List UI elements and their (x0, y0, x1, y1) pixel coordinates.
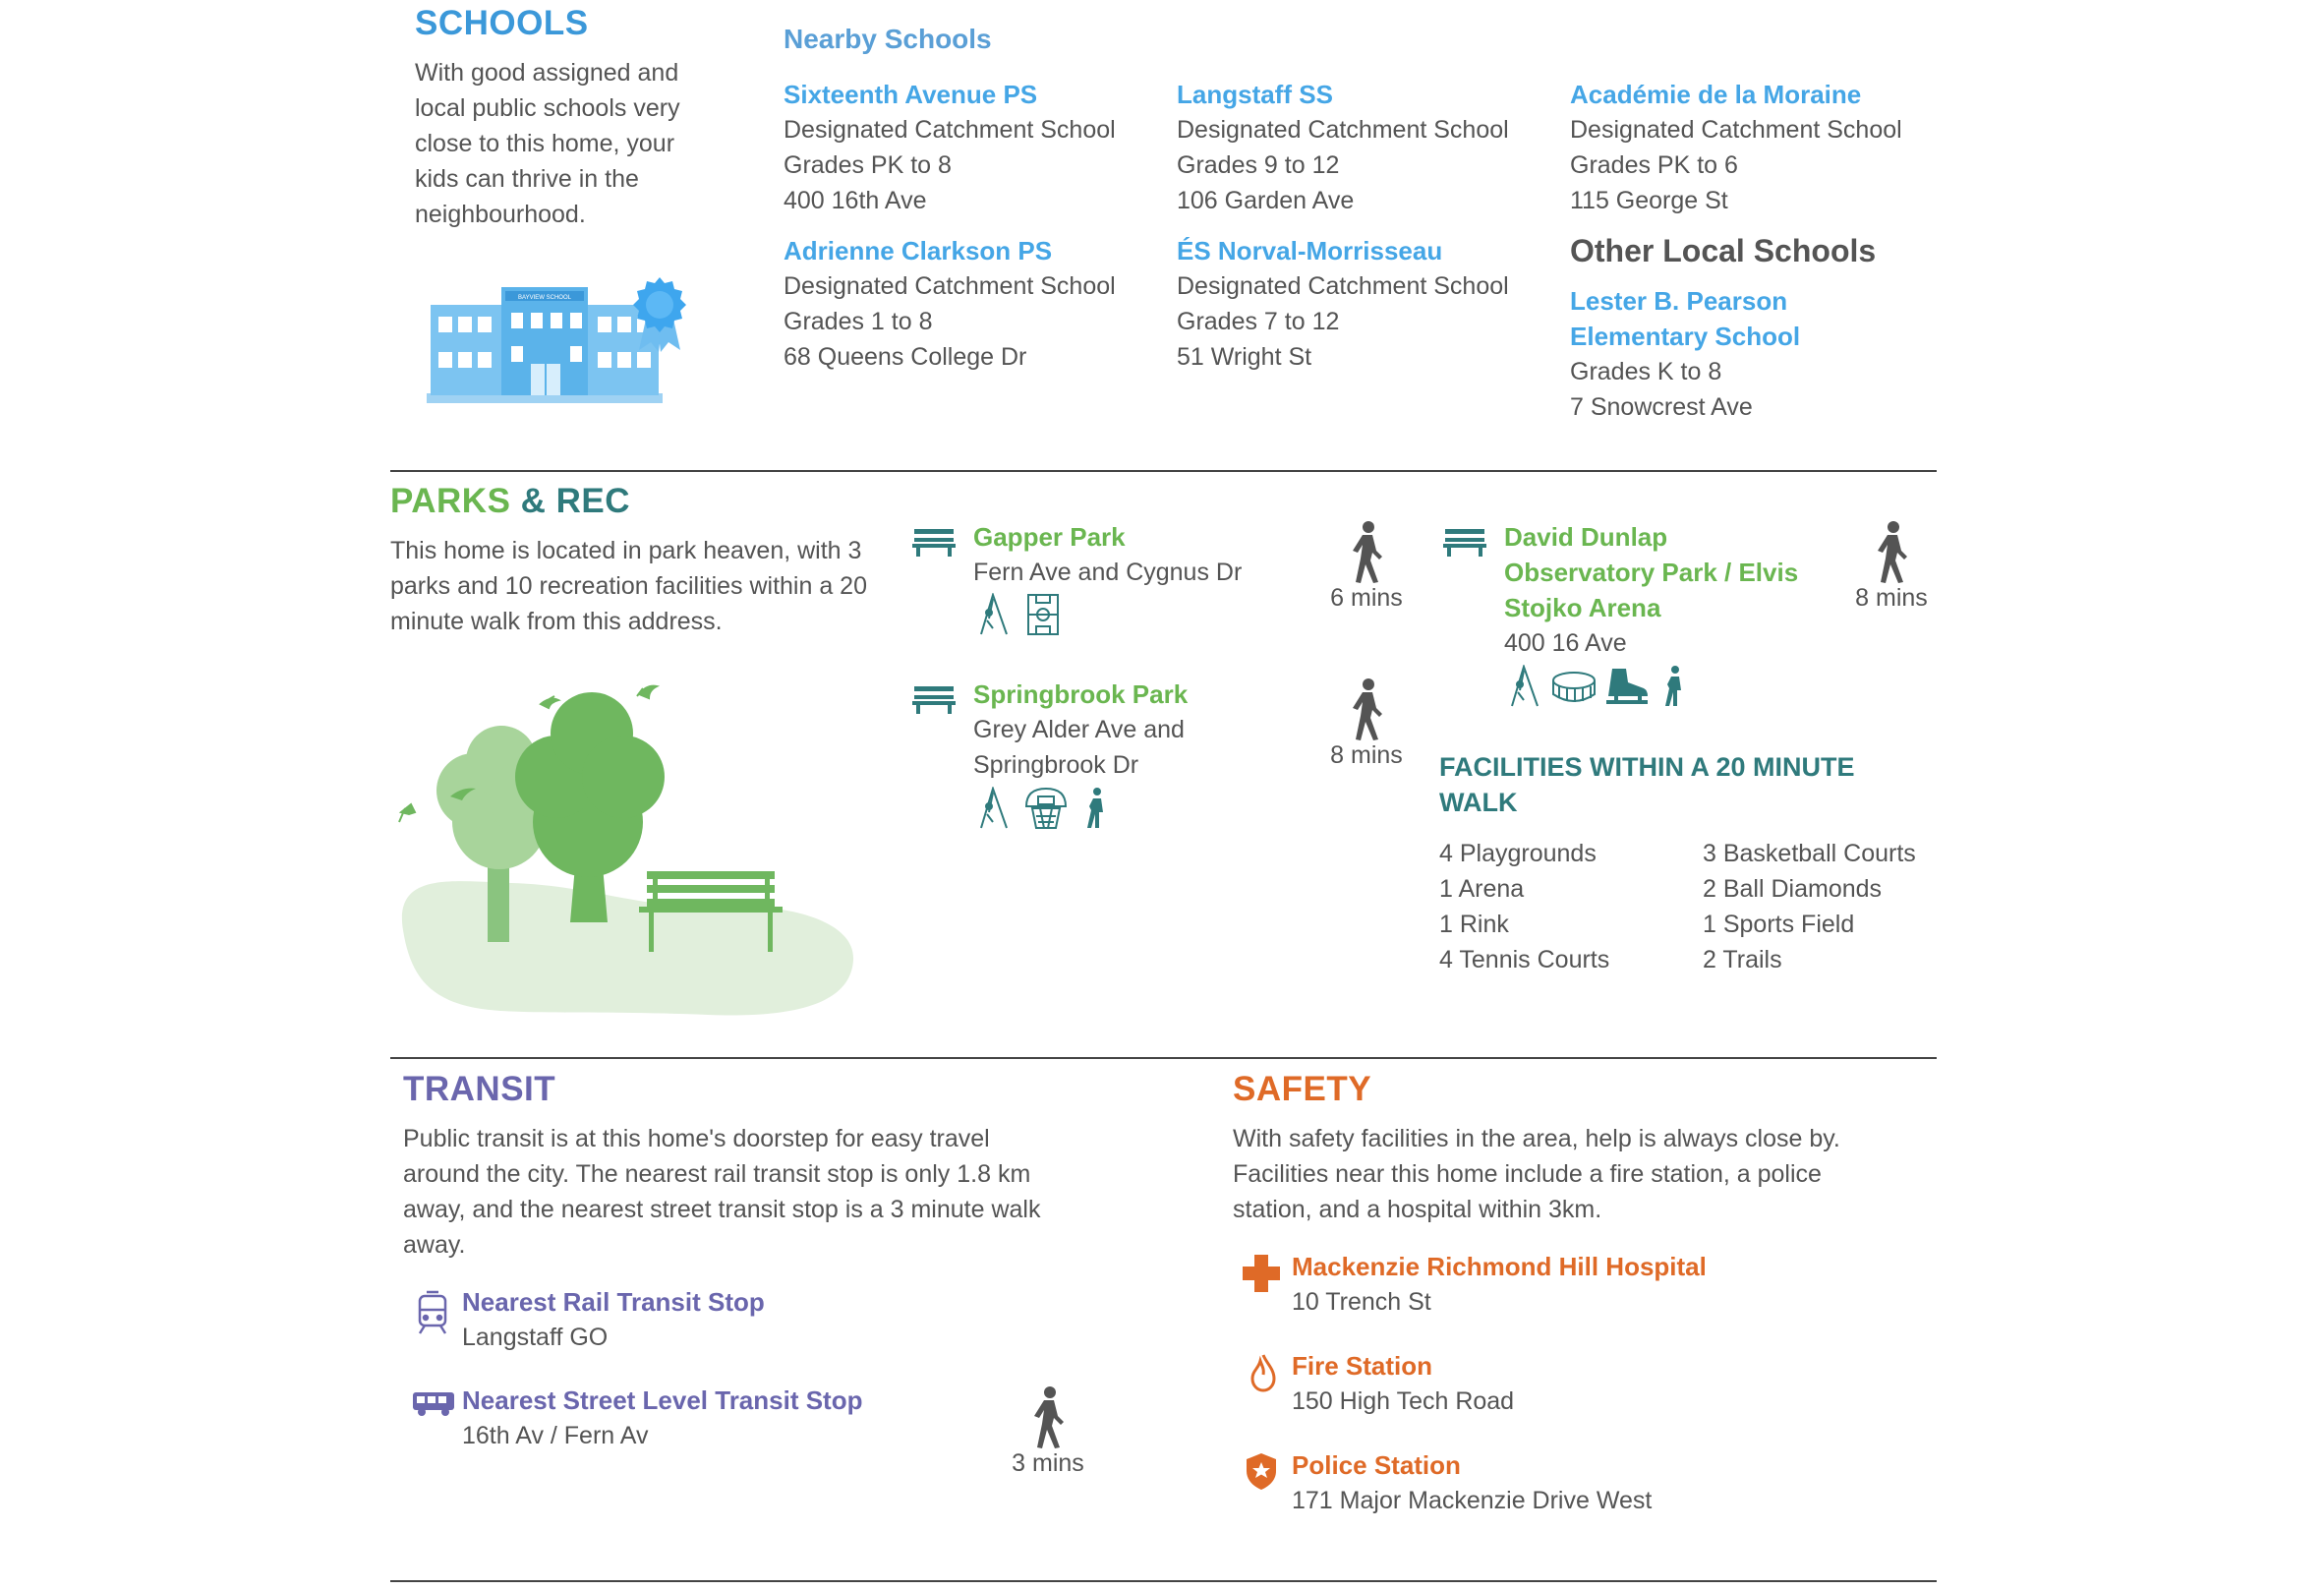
police-badge-icon (1245, 1451, 1278, 1491)
facility-item: 1 Rink (1439, 911, 1509, 938)
skate-icon (1604, 667, 1650, 708)
safety-item (1292, 1348, 1514, 1419)
facilities-list-right (1703, 836, 1916, 977)
sports-field-icon (1026, 593, 1060, 636)
school-name[interactable]: Langstaff SS (1177, 80, 1333, 109)
school-name[interactable]: ÉS Norval-Morrisseau (1177, 236, 1443, 265)
safety-item-address: 171 Major Mackenzie Drive West (1292, 1487, 1653, 1514)
safety-item-name[interactable]: Police Station (1292, 1450, 1461, 1480)
school-name[interactable]: Académie de la Moraine (1570, 80, 1862, 109)
rail-transit-stop (462, 1284, 765, 1355)
school-grades: Grades PK to 6 (1570, 151, 1738, 179)
school-card (784, 77, 1116, 218)
park-illustration (393, 675, 865, 1019)
school-address: 400 16th Ave (784, 187, 927, 214)
park-address: Grey Alder Ave and Springbrook Dr (973, 716, 1185, 779)
walking-person-icon (1349, 678, 1416, 741)
school-grades: Grades 1 to 8 (784, 308, 933, 335)
park-item (973, 519, 1242, 590)
facilities-heading: FACILITIES WITHIN A 20 MINUTE WALK (1439, 752, 1855, 817)
walk-time: 8 mins (1842, 521, 1941, 613)
school-card (784, 233, 1116, 375)
school-type: Designated Catchment School (784, 116, 1116, 144)
section-divider (390, 470, 1937, 472)
schools-title: SCHOOLS (415, 4, 589, 42)
walking-person-icon (1874, 521, 1941, 584)
walking-person-icon (1030, 1386, 1097, 1449)
school-grades: Grades K to 8 (1570, 358, 1722, 385)
basketball-icon (1024, 787, 1068, 830)
rail-transit-label: Nearest Rail Transit Stop (462, 1287, 765, 1317)
park-item (1504, 519, 1798, 661)
bench-icon (1443, 527, 1486, 557)
school-grades: Grades 9 to 12 (1177, 151, 1340, 179)
facility-item: 3 Basketball Courts (1703, 840, 1916, 867)
schools-description: With good assigned and local public schools very close to this home, your kids can thrive in the neighbourhood. (415, 59, 680, 228)
walk-time: 3 mins (999, 1386, 1097, 1478)
school-name[interactable]: Lester B. Pearson Elementary School (1570, 286, 1801, 351)
nearby-schools-heading: Nearby Schools (784, 24, 992, 54)
safety-description: With safety facilities in the area, help is always close by. Facilities near this home include a fire station, a police station, and a hospital within 3km. (1233, 1125, 1840, 1223)
rail-transit-value[interactable]: Langstaff GO (462, 1324, 609, 1351)
school-card (1177, 233, 1509, 375)
facility-item: 1 Arena (1439, 875, 1525, 903)
school-type: Designated Catchment School (784, 272, 1116, 300)
park-address: Fern Ave and Cygnus Dr (973, 559, 1243, 586)
safety-item-address: 150 High Tech Road (1292, 1387, 1515, 1415)
svg-text:BAYVIEW SCHOOL: BAYVIEW SCHOOL (518, 295, 571, 301)
park-item (973, 677, 1188, 783)
train-icon (417, 1290, 448, 1335)
flame-icon (1250, 1353, 1276, 1392)
arena-icon (1551, 671, 1597, 704)
section-divider (390, 1057, 1937, 1059)
walking-person-icon (1349, 521, 1416, 584)
safety-title: SAFETY (1233, 1070, 1372, 1108)
safety-item-name[interactable]: Mackenzie Richmond Hill Hospital (1292, 1252, 1707, 1281)
school-address: 106 Garden Ave (1177, 187, 1355, 214)
street-transit-value[interactable]: 16th Av / Fern Av (462, 1422, 649, 1449)
park-address: 400 16 Ave (1504, 629, 1627, 657)
walk-time: 6 mins (1317, 521, 1416, 613)
bus-icon (411, 1390, 456, 1418)
street-transit-label: Nearest Street Level Transit Stop (462, 1385, 863, 1415)
safety-item-address: 10 Trench St (1292, 1288, 1431, 1316)
playground-icon (977, 593, 1013, 636)
school-address: 115 George St (1570, 187, 1728, 214)
award-ribbon-icon (629, 275, 690, 354)
bench-icon (912, 527, 956, 557)
facility-item: 2 Trails (1703, 946, 1782, 973)
facility-item: 4 Playgrounds (1439, 840, 1597, 867)
other-schools-heading: Other Local Schools (1570, 233, 1877, 268)
safety-item (1292, 1249, 1707, 1320)
facilities-list-left (1439, 836, 1609, 977)
section-divider (390, 1580, 1937, 1582)
playground-icon (977, 787, 1013, 830)
park-name[interactable]: Gapper Park (973, 522, 1126, 552)
school-card (1570, 77, 1902, 218)
walk-time: 8 mins (1317, 678, 1416, 770)
parks-description: This home is located in park heaven, with 3 parks and 10 recreation facilities within a 20 minute walk from this address. (390, 537, 867, 635)
trail-icon (1661, 665, 1687, 708)
school-address: 7 Snowcrest Ave (1570, 393, 1753, 421)
school-grades: Grades PK to 8 (784, 151, 952, 179)
school-name[interactable]: Sixteenth Avenue PS (784, 80, 1038, 109)
school-card (1177, 77, 1509, 218)
safety-item (1292, 1447, 1652, 1518)
transit-description: Public transit is at this home's doorstep for easy travel around the city. The nearest rail transit stop is only 1.8 km away, and the nearest street transit stop is a 3 minute walk away. (403, 1125, 1041, 1259)
school-address: 51 Wright St (1177, 343, 1312, 371)
school-type: Designated Catchment School (1177, 116, 1509, 144)
safety-item-name[interactable]: Fire Station (1292, 1351, 1433, 1381)
school-name[interactable]: Adrienne Clarkson PS (784, 236, 1053, 265)
park-name[interactable]: Springbrook Park (973, 679, 1189, 709)
playground-icon (1508, 665, 1543, 708)
facility-item: 4 Tennis Courts (1439, 946, 1610, 973)
bench-icon (912, 684, 956, 714)
school-grades: Grades 7 to 12 (1177, 308, 1340, 335)
parks-title: PARKS & REC (390, 482, 631, 520)
hospital-cross-icon (1241, 1253, 1282, 1294)
trail-icon (1083, 787, 1109, 830)
school-card (1570, 283, 1800, 425)
transit-title: TRANSIT (403, 1070, 556, 1108)
school-type: Designated Catchment School (1570, 116, 1902, 144)
street-transit-stop (462, 1383, 862, 1453)
facility-item: 1 Sports Field (1703, 911, 1855, 938)
school-address: 68 Queens College Dr (784, 343, 1027, 371)
facility-item: 2 Ball Diamonds (1703, 875, 1883, 903)
school-type: Designated Catchment School (1177, 272, 1509, 300)
park-name[interactable]: David Dunlap Observatory Park / Elvis Stojko Arena (1504, 522, 1799, 622)
